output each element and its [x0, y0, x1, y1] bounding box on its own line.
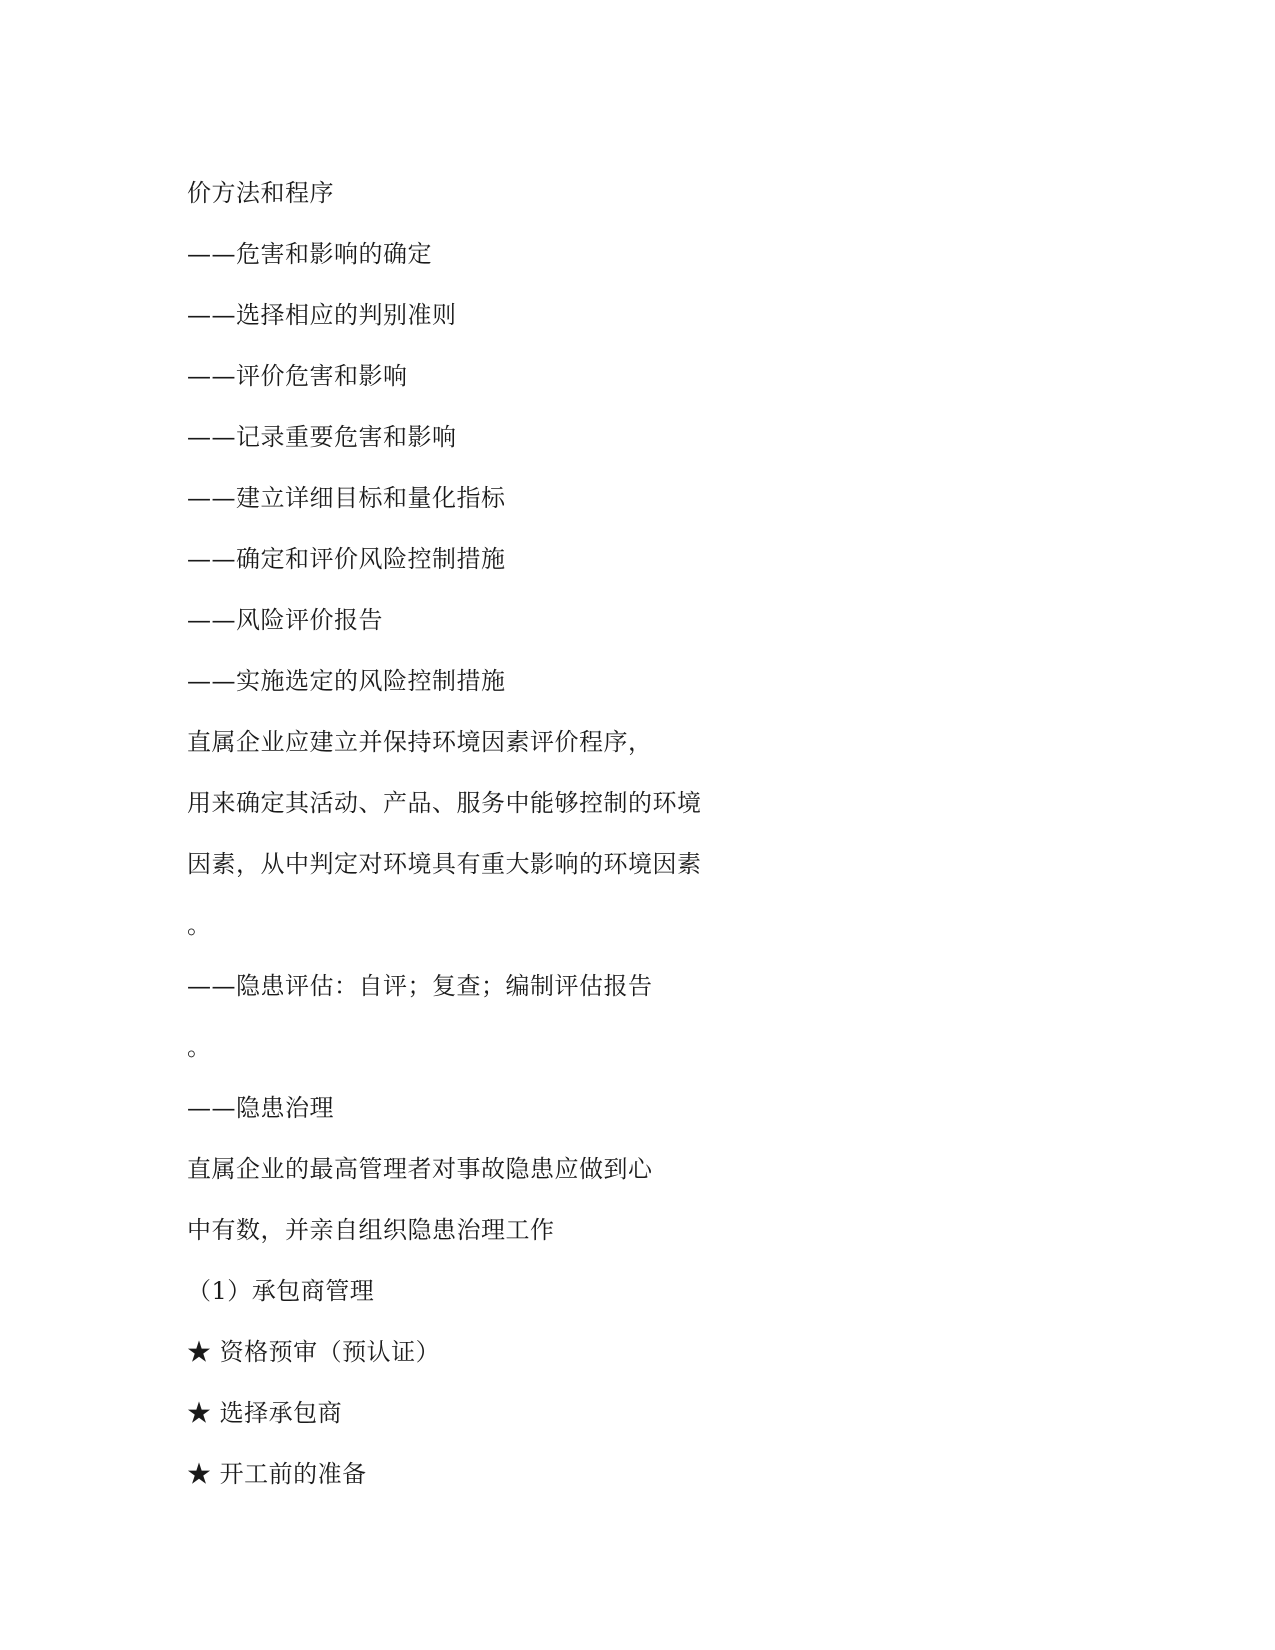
text-line: ——评价危害和影响: [187, 362, 408, 390]
text-line: （1）承包商管理: [187, 1277, 375, 1305]
text-line: 用来确定其活动、产品、服务中能够控制的环境: [187, 789, 702, 817]
bullet-item: ★ 选择承包商: [187, 1399, 343, 1427]
text-line: 价方法和程序: [187, 179, 334, 207]
text-line: 因素，从中判定对环境具有重大影响的环境因素: [187, 850, 702, 878]
text-line: 中有数，并亲自组织隐患治理工作: [187, 1216, 555, 1244]
text-line: 。: [187, 911, 212, 939]
text-line: 直属企业的最高管理者对事故隐患应做到心: [187, 1155, 653, 1183]
text-line: ——隐患治理: [187, 1094, 334, 1122]
text-line: ——危害和影响的确定: [187, 240, 432, 268]
text-line: ——建立详细目标和量化指标: [187, 484, 506, 512]
text-line: 。: [187, 1033, 212, 1061]
text-line: 直属企业应建立并保持环境因素评价程序，: [187, 728, 653, 756]
text-line: ——风险评价报告: [187, 606, 383, 634]
text-line: ——记录重要危害和影响: [187, 423, 457, 451]
text-line: ——确定和评价风险控制措施: [187, 545, 506, 573]
document-body: [187, 174, 1087, 1516]
text-line: ——隐患评估：自评；复查；编制评估报告: [187, 972, 653, 1000]
bullet-item: ★ 资格预审（预认证）: [187, 1338, 441, 1366]
text-line: ——选择相应的判别准则: [187, 301, 457, 329]
bullet-item: ★ 开工前的准备: [187, 1460, 367, 1488]
text-line: ——实施选定的风险控制措施: [187, 667, 506, 695]
